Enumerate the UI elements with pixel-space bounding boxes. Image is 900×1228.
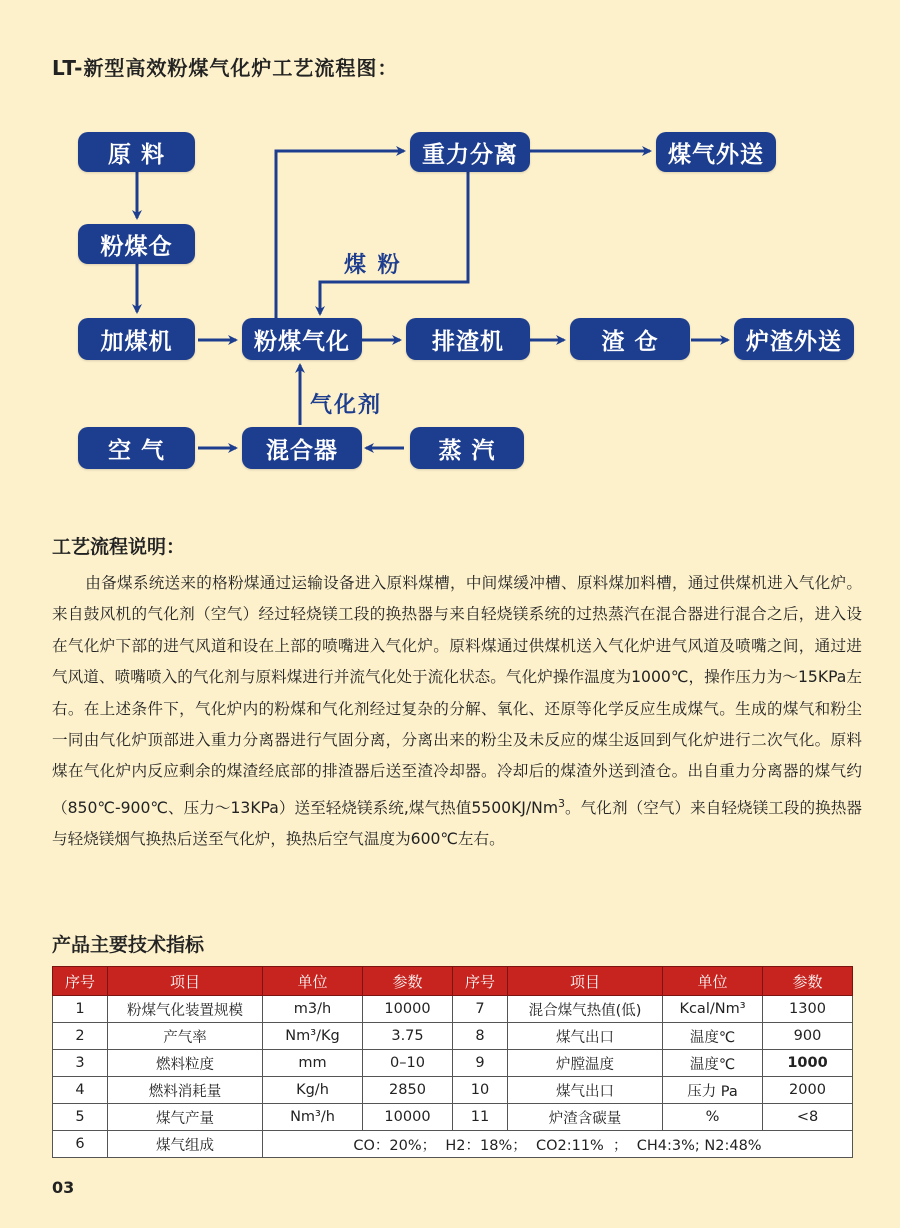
flow-box-slag-machine: 排渣机 — [406, 318, 530, 360]
header-cell: 单位 — [263, 967, 363, 996]
header-cell: 序号 — [453, 967, 508, 996]
table-cell: 3.75 — [363, 1023, 453, 1050]
table-cell: 燃料粒度 — [108, 1050, 263, 1077]
table-cell: 900 — [763, 1023, 853, 1050]
flow-box-slag-out: 炉渣外送 — [734, 318, 854, 360]
flow-box-mixer: 混合器 — [242, 427, 362, 469]
table-cell: 10000 — [363, 996, 453, 1023]
flow-box-raw: 原 料 — [78, 132, 195, 172]
table-cell: 煤气出口 — [508, 1023, 663, 1050]
table-cell: <8 — [763, 1104, 853, 1131]
table-cell: 温度℃ — [663, 1050, 763, 1077]
header-cell: 参数 — [363, 967, 453, 996]
flow-label-coal-powder: 煤 粉 — [344, 253, 402, 278]
process-heading: 工艺流程说明： — [52, 536, 186, 558]
spec-heading: 产品主要技术指标 — [52, 934, 205, 956]
flow-box-gravity: 重力分离 — [410, 132, 530, 172]
table-cell: Kg/h — [263, 1077, 363, 1104]
header-cell: 项目 — [108, 967, 263, 996]
process-text-sup: 3 — [558, 796, 566, 810]
spec-table — [52, 966, 853, 1158]
page-number: 03 — [52, 1178, 75, 1197]
table-cell: 1000 — [763, 1050, 853, 1077]
table-cell: 温度℃ — [663, 1023, 763, 1050]
table-cell: 煤气产量 — [108, 1104, 263, 1131]
page-title: LT-新型高效粉煤气化炉工艺流程图： — [52, 56, 399, 80]
table-cell: Kcal/Nm³ — [663, 996, 763, 1023]
arrow-gasify-to-gravity — [276, 151, 404, 318]
table-row — [53, 1131, 853, 1158]
flow-box-gas-out: 煤气外送 — [656, 132, 776, 172]
table-cell: 燃料消耗量 — [108, 1077, 263, 1104]
table-row — [53, 1050, 853, 1077]
flow-box-feeder: 加煤机 — [78, 318, 195, 360]
table-cell: mm — [263, 1050, 363, 1077]
table-cell: 8 — [453, 1023, 508, 1050]
table-cell: 炉渣含碳量 — [508, 1104, 663, 1131]
process-text-part2: 。气化剂（空气）来自轻烧镁工段的换热器与轻烧镁烟气换热后送至气化炉，换热后空气温度为600℃左右。 — [52, 799, 862, 849]
table-cell: 压力 Pa — [663, 1077, 763, 1104]
table-cell: % — [663, 1104, 763, 1131]
table-row — [53, 1104, 853, 1131]
table-cell: Nm³/h — [263, 1104, 363, 1131]
table-cell: 产气率 — [108, 1023, 263, 1050]
flow-box-bin: 粉煤仓 — [78, 224, 195, 264]
table-cell: 3 — [53, 1050, 108, 1077]
table-cell: 2850 — [363, 1077, 453, 1104]
arrow-powder-return — [320, 172, 468, 314]
table-cell: 0–10 — [363, 1050, 453, 1077]
flow-box-gasify: 粉煤气化 — [242, 318, 362, 360]
spec-table-header — [53, 967, 853, 996]
table-cell: 9 — [453, 1050, 508, 1077]
table-cell: 4 — [53, 1077, 108, 1104]
process-description — [52, 568, 862, 856]
header-cell: 参数 — [763, 967, 853, 996]
table-cell: Nm³/Kg — [263, 1023, 363, 1050]
table-cell: 6 — [53, 1131, 108, 1158]
flow-box-slag-bin: 渣 仓 — [570, 318, 690, 360]
table-cell: 1300 — [763, 996, 853, 1023]
table-cell: 10 — [453, 1077, 508, 1104]
header-cell: 序号 — [53, 967, 108, 996]
table-cell: 粉煤气化装置规模 — [108, 996, 263, 1023]
table-cell: 5 — [53, 1104, 108, 1131]
gas-composition-cell: CO：20%； H2：18%； CO2:11% ； CH4:3%; N2:48% — [263, 1131, 853, 1158]
table-cell: 2000 — [763, 1077, 853, 1104]
table-cell: 10000 — [363, 1104, 453, 1131]
table-cell: m3/h — [263, 996, 363, 1023]
table-cell: 炉膛温度 — [508, 1050, 663, 1077]
flow-label-agent: 气化剂 — [310, 393, 383, 418]
table-cell: 7 — [453, 996, 508, 1023]
process-text-part1: 由备煤系统送来的格粉煤通过运输设备进入原料煤槽，中间煤缓冲槽、原料煤加料槽，通过供煤机进入气化炉。来自鼓风机的气化剂（空气）经过轻烧镁工段的换热器与来自轻烧镁系统的过热蒸汽在混合器进行混合之后，进入设在气化炉下部的进气风道和设在上部的喷嘴进入气化炉。原料煤通过供煤机送入气化炉进气风道及喷嘴之间，通过进气风道、喷嘴喷入的气化剂与原料煤进行并流气化处于流化状态。气化炉操作温度为1000℃，操作压力为～15KPa左右。在上述条件下，气化炉内的粉煤和气化剂经过复杂的分解、氧化、还原等化学反应生成煤气。生成的煤气和粉尘一同由气化炉顶部进入重力分离器进行气固分离，分离出来的粉尘及未反应的煤尘返回到气化炉进行二次气化。原料煤在气化炉内反应剩余的煤渣经底部的排渣器后送至渣冷却器。冷却后的煤渣外送到渣仓。出自重力分离器的煤气约（850℃-900℃、压力～13KPa）送至轻烧镁系统,煤气热值5500KJ/Nm — [52, 574, 862, 818]
table-row — [53, 1077, 853, 1104]
flow-box-steam: 蒸 汽 — [410, 427, 524, 469]
table-cell: 11 — [453, 1104, 508, 1131]
table-cell: 1 — [53, 996, 108, 1023]
header-cell: 单位 — [663, 967, 763, 996]
flow-box-air: 空 气 — [78, 427, 195, 469]
header-cell: 项目 — [508, 967, 663, 996]
table-cell: 混合煤气热值(低) — [508, 996, 663, 1023]
table-row — [53, 1023, 853, 1050]
table-cell: 煤气组成 — [108, 1131, 263, 1158]
table-cell: 2 — [53, 1023, 108, 1050]
table-row — [53, 996, 853, 1023]
table-cell: 煤气出口 — [508, 1077, 663, 1104]
